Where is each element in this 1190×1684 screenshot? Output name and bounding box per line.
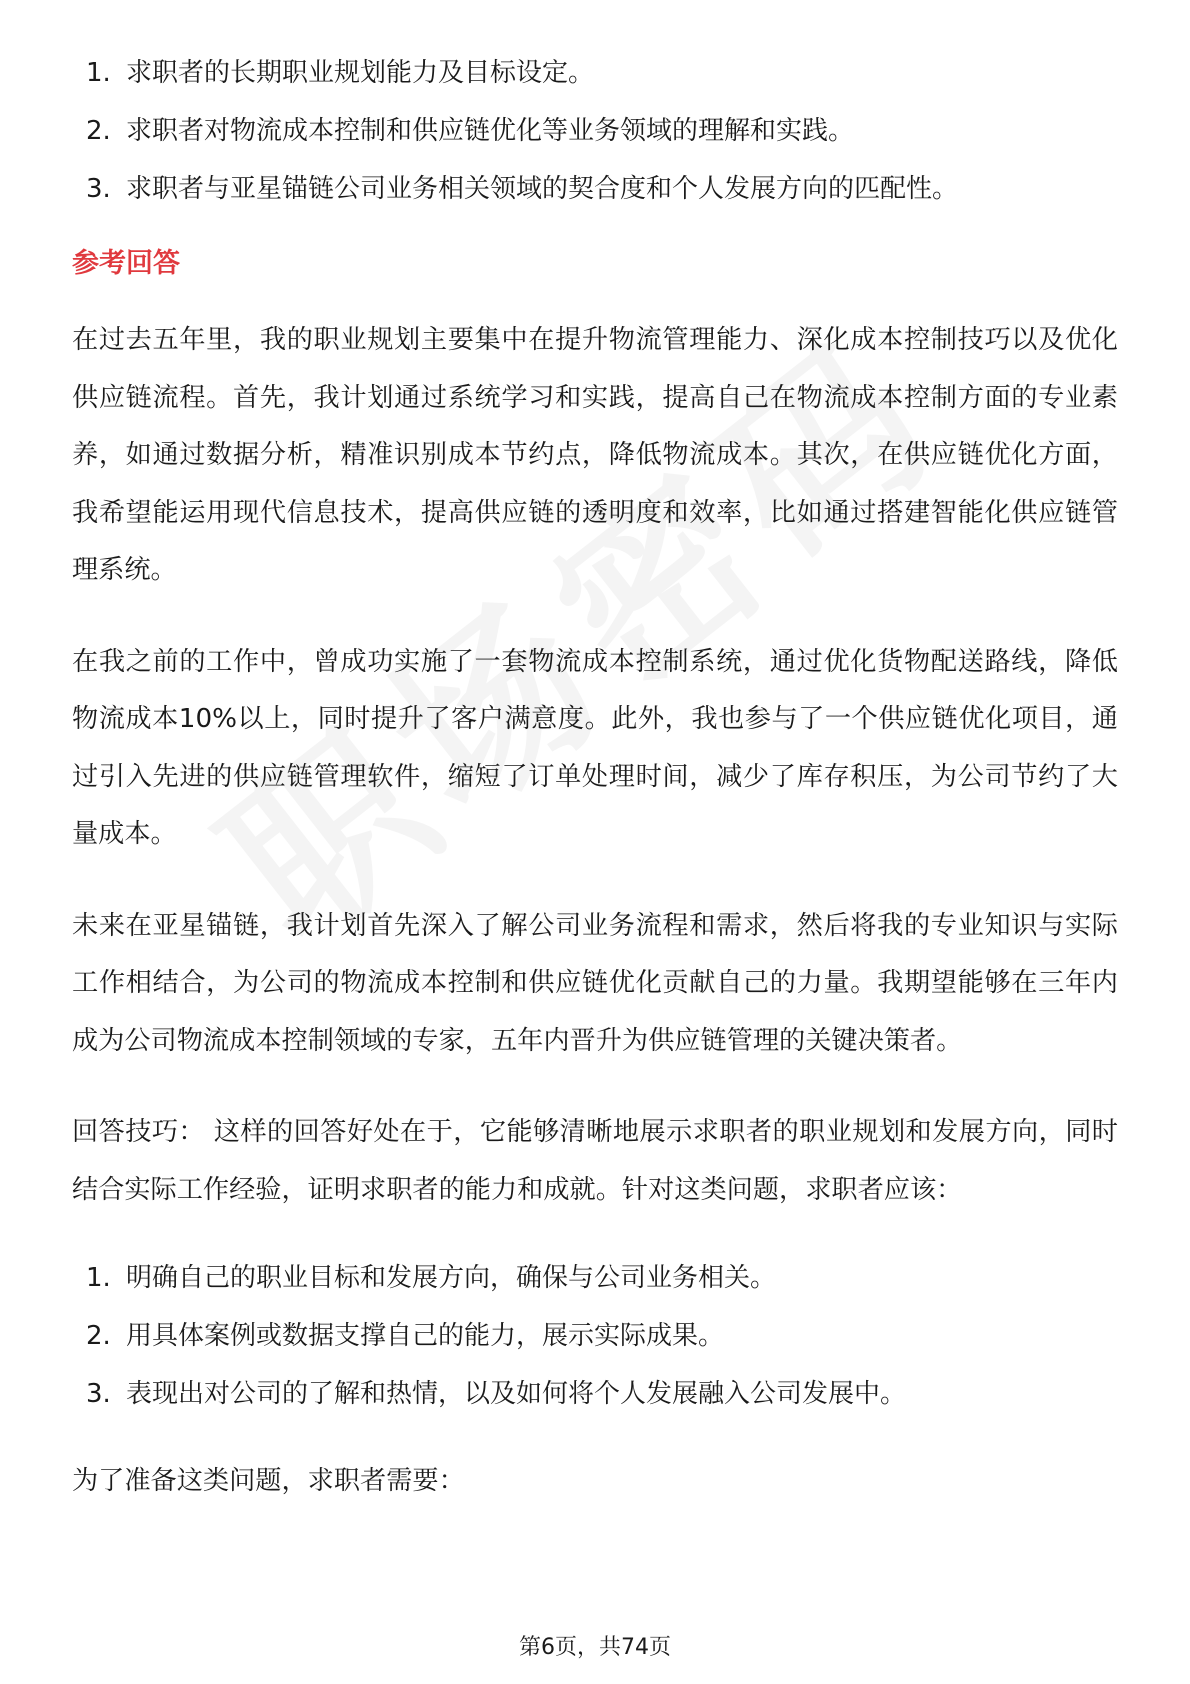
list-item bbox=[72, 1249, 1118, 1307]
list-number: 2. bbox=[86, 1321, 111, 1351]
answer-paragraph: 未来在亚星锚链，我计划首先深入了解公司业务流程和需求，然后将我的专业知识与实际工作相结合，为公司的物流成本控制和供应链优化贡献自己的力量。我期望能够在三年内成为公司物流成本控制领域的专家，五年内晋升为供应链管理的关键决策者。 bbox=[72, 910, 1118, 1056]
list-number: 1. bbox=[86, 1263, 111, 1293]
answer-paragraph: 在过去五年里，我的职业规划主要集中在提升物流管理能力、深化成本控制技巧以及优化供应链流程。首先，我计划通过系统学习和实践，提高自己在物流成本控制方面的专业素养，如通过数据分析，精准识别成本节约点，降低物流成本。其次，在供应链优化方面，我希望能运用现代信息技术，提高供应链的透明度和效率，比如通过搭建智能化供应链管理系统。 bbox=[72, 325, 1118, 585]
list-item bbox=[72, 44, 1118, 102]
list-item bbox=[72, 1365, 1118, 1423]
list-text: 表现出对公司的了解和热情，以及如何将个人发展融入公司发展中。 bbox=[126, 1379, 907, 1409]
answer-paragraph: 在我之前的工作中，曾成功实施了一套物流成本控制系统，通过优化货物配送路线，降低物流成本10%以上，同时提升了客户满意度。此外，我也参与了一个供应链优化项目，通过引入先进的供应链管理软件，缩短了订单处理时间，减少了库存积压，为公司节约了大量成本。 bbox=[72, 646, 1118, 849]
list-item bbox=[72, 102, 1118, 160]
page-content bbox=[72, 44, 1118, 1511]
tips-paragraph: 回答技巧： 这样的回答好处在于，它能够清晰地展示求职者的职业规划和发展方向，同时结合实际工作经验，证明求职者的能力和成就。针对这类问题，求职者应该： bbox=[72, 1117, 1118, 1205]
closing-paragraph: 为了准备这类问题，求职者需要： bbox=[72, 1466, 465, 1496]
tips-list bbox=[72, 1249, 1118, 1423]
list-text: 求职者的长期职业规划能力及目标设定。 bbox=[126, 58, 595, 88]
section-heading: 参考回答 bbox=[72, 248, 180, 279]
criteria-list bbox=[72, 44, 1118, 218]
list-number: 2. bbox=[86, 116, 111, 146]
list-item bbox=[72, 1307, 1118, 1365]
page-footer: 第6页，共74页 bbox=[519, 1635, 671, 1660]
list-text: 明确自己的职业目标和发展方向，确保与公司业务相关。 bbox=[126, 1263, 777, 1293]
list-item bbox=[72, 160, 1118, 218]
list-text: 求职者对物流成本控制和供应链优化等业务领域的理解和实践。 bbox=[126, 116, 855, 146]
list-text: 用具体案例或数据支撑自己的能力，展示实际成果。 bbox=[126, 1321, 725, 1351]
list-number: 3. bbox=[86, 1379, 111, 1409]
list-text: 求职者与亚星锚链公司业务相关领域的契合度和个人发展方向的匹配性。 bbox=[126, 174, 959, 204]
list-number: 1. bbox=[86, 58, 111, 88]
list-number: 3. bbox=[86, 174, 111, 204]
